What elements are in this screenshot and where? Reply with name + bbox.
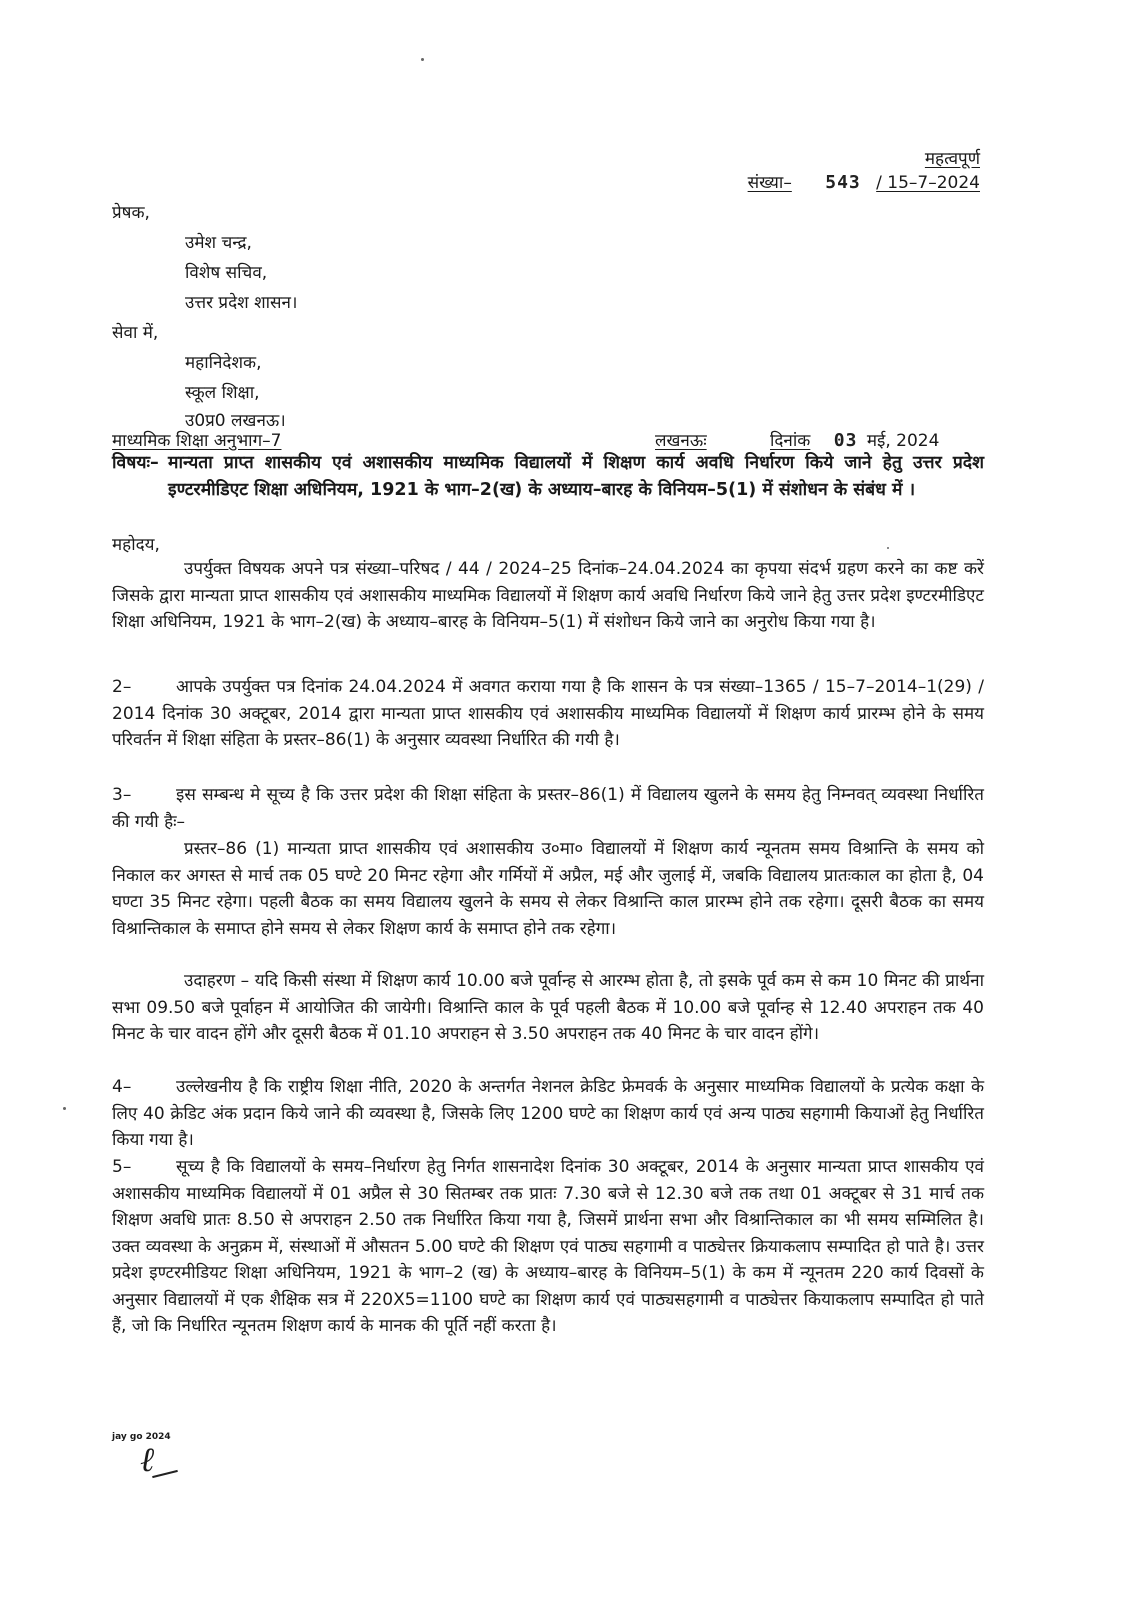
paragraph-number: 4– bbox=[112, 1077, 132, 1097]
sender-label: प्रेषक, bbox=[112, 203, 150, 223]
paragraph-text: उल्लेखनीय है कि राष्ट्रीय शिक्षा नीति, 2020 के अन्तर्गत नेशनल क्रेडिट फ्रेमवर्क के अनुसार माध्यमिक विद्यालयों के प्रत्येक कक्षा के लिए 40 क्रेडिट अंक प्रदान किये जाने की व्यवस्था है, जिसके लिए 1200 घण्टे का शिक्षण कार्य एवं अन्य पाठ्य सहगामी कियाओं हेतु निर्धारित किया गया है। bbox=[112, 1077, 984, 1150]
paragraph-text: आपके उपर्युक्त पत्र दिनांक 24.04.2024 में अवगत कराया गया है कि शासन के पत्र संख्या–1365 / 15–7–2014–1(29) / 2014 दिनांक 30 अक्टूबर, 2014 द्वारा मान्यता प्राप्त शासकीय एवं अशासकीय माध्यमिक विद्यालयों में शिक्षण कार्य प्रारम्भ होने के समय परिवर्तन में शिक्षा संहिता के प्रस्तर–86(1) के अनुसार व्यवस्था निर्धारित की गयी है। bbox=[112, 677, 984, 750]
date-day-handwritten: 03 bbox=[833, 430, 858, 451]
date-month-year: मई, 2024 bbox=[866, 431, 940, 451]
place: लखनऊः bbox=[655, 431, 707, 451]
reference-number bbox=[748, 172, 980, 194]
reference-label: संख्या– bbox=[747, 173, 792, 193]
recipient-address: उ0प्र0 लखनऊ। bbox=[185, 411, 286, 431]
paragraph-number: 3– bbox=[112, 785, 132, 805]
sender-name: उमेश चन्द्र, bbox=[185, 233, 252, 253]
paragraph-4 bbox=[112, 1074, 984, 1154]
scan-speck bbox=[63, 1107, 66, 1110]
department-section: माध्यमिक शिक्षा अनुभाग–7 bbox=[112, 431, 282, 451]
scan-speck bbox=[421, 58, 424, 61]
subject-label: विषयः– bbox=[112, 453, 159, 473]
sender-designation: विशेष सचिव, bbox=[185, 263, 268, 283]
paragraph-text: उपर्युक्त विषयक अपने पत्र संख्या–परिषद / 44 / 2024–25 दिनांक–24.04.2024 का कृपया संदर्भ ग्रहण करने का कष्ट करें जिसके द्वारा मान्यता प्राप्त शासकीय एवं अशासकीय माध्यमिक विद्यालयों में शिक्षण कार्य अवधि निर्धारण किये जाने हेतु उत्तर प्रदेश इण्टरमीडिएट शिक्षा अधिनियम, 1921 के भाग–2(ख) के अध्याय–बारह के विनियम–5(1) में संशोधन किये जाने का अनुरोध किया गया है। bbox=[112, 559, 984, 632]
paragraph-2 bbox=[112, 674, 984, 754]
paragraph-3-quote bbox=[112, 836, 984, 942]
paragraph-text: प्रस्तर–86 (1) मान्यता प्राप्त शासकीय एवं अशासकीय उ०मा० विद्यालयों में शिक्षण कार्य न्यूनतम समय विश्रान्ति के समय को निकाल कर अगस्त से मार्च तक 05 घण्टे 20 मिनट रहेगा और गर्मियों में अप्रैल, मई और जुलाई में, जबकि विद्यालय प्रातःकाल का होता है, 04 घण्टा 35 मिनट रहेगा। पहली बैठक का समय विद्यालय खुलने के समय से लेकर विश्रान्ति काल प्रारम्भ होने तक रहेगा। दूसरी बैठक का समय विश्रान्तिकाल के समाप्त होने समय से लेकर शिक्षण कार्य के समाप्त होने तक रहेगा। bbox=[112, 839, 984, 939]
paragraph-number: 5– bbox=[112, 1157, 132, 1177]
reference-number-handwritten: 543 bbox=[825, 172, 861, 193]
importance-label: महत्वपूर्ण bbox=[924, 149, 980, 169]
scan-speck bbox=[887, 547, 889, 549]
letter-date bbox=[770, 430, 939, 452]
paragraph-5 bbox=[112, 1154, 984, 1340]
paragraph-text: इस सम्बन्ध मे सूच्य है कि उत्तर प्रदेश की शिक्षा संहिता के प्रस्तर–86(1) में विद्यालय खुलने के समय हेतु निम्नवत् व्यवस्था निर्धारित की गयी हैः– bbox=[112, 785, 984, 832]
paragraph-number: 2– bbox=[112, 677, 132, 697]
subject-block bbox=[112, 450, 984, 504]
signature-stroke bbox=[152, 1470, 178, 1478]
paragraph-1 bbox=[112, 556, 984, 636]
recipient-label: सेवा में, bbox=[112, 323, 159, 343]
paragraph-text: उदाहरण – यदि किसी संस्था में शिक्षण कार्य 10.00 बजे पूर्वान्ह से आरम्भ होता है, तो इसके पूर्व कम से कम 10 मिनट की प्रार्थना सभा 09.50 बजे पूर्वाहन में आयोजित की जायेगी। विश्रान्ति काल के पूर्व पहली बैठक में 10.00 बजे पूर्वान्ह से 12.40 अपराहन तक 40 मिनट के चार वादन होंगे और दूसरी बैठक में 01.10 अपराहन से 3.50 अपराहन तक 40 मिनट के चार वादन होंगे। bbox=[112, 971, 984, 1044]
initials-signature: ℓ bbox=[140, 1440, 155, 1480]
date-label: दिनांक bbox=[770, 431, 811, 451]
recipient-department: स्कूल शिक्षा, bbox=[185, 383, 260, 403]
paragraph-3 bbox=[112, 782, 984, 835]
subject-text: मान्यता प्राप्त शासकीय एवं अशासकीय माध्यमिक विद्यालयों में शिक्षण कार्य अवधि निर्धारण किये जाने हेतु उत्तर प्रदेश इण्टरमीडिएट शिक्षा अधिनियम, 1921 के भाग–2(ख) के अध्याय–बारह के विनियम–5(1) में संशोधन के संबंध में । bbox=[168, 453, 984, 500]
paragraph-text: सूच्य है कि विद्यालयों के समय–निर्धारण हेतु निर्गत शासनादेश दिनांक 30 अक्टूबर, 2014 के अनुसार मान्यता प्राप्त शासकीय एवं अशासकीय माध्यमिक विद्यालयों में 01 अप्रैल से 30 सितम्बर तक प्रातः 7.30 बजे से 12.30 बजे तक तथा 01 अक्टूबर से 31 मार्च तक शिक्षण अवधि प्रातः 8.50 से अपराहन 2.50 तक निर्धारित किया गया है, जिसमें प्रार्थना सभा और विश्रान्तिकाल का भी समय सम्मिलित है। उक्त व्यवस्था के अनुक्रम में, संस्थाओं में औसतन 5.00 घण्टे की शिक्षण एवं पाठ्य सहगामी व पाठ्येत्तर क्रियाकलाप सम्पादित हो पाते है। उत्तर प्रदेश इण्टरमीडियट शिक्षा अधिनियम, 1921 के भाग–2 (ख) के अध्याय–बारह के विनियम–5(1) के कम में न्यूनतम 220 कार्य दिवसों के अनुसार विद्यालयों में एक शैक्षिक सत्र में 220X5=1100 घण्टे का शिक्षण कार्य एवं पाठ्यसहगामी व पाठ्येत्तर कियाकलाप सम्पादित हो पाते हैं, जो कि निर्धारित न्यूनतम शिक्षण कार्य के मानक की पूर्ति नहीं करता है। bbox=[112, 1157, 984, 1336]
salutation: महोदय, bbox=[112, 535, 160, 555]
recipient-designation: महानिदेशक, bbox=[185, 353, 262, 373]
scan-watermark: jay go 2024 bbox=[112, 1432, 171, 1442]
reference-suffix: / 15–7–2024 bbox=[876, 173, 980, 193]
paragraph-3-example bbox=[112, 968, 984, 1048]
sender-office: उत्तर प्रदेश शासन। bbox=[185, 293, 298, 313]
